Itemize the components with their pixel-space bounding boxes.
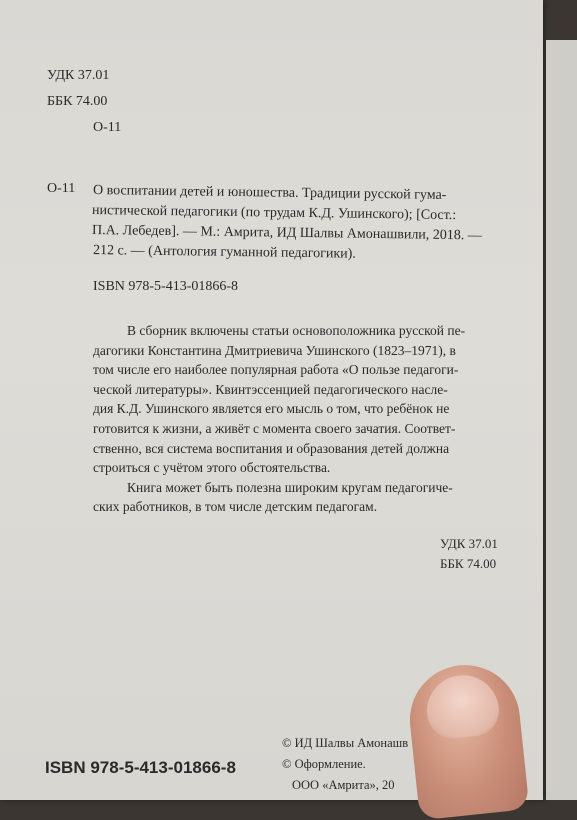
abstract-line: строиться с учётом этого обстоятельства.: [93, 460, 331, 476]
classification-udk: УДК 37.01: [440, 536, 498, 551]
classification-bbk: ББК 74.00: [440, 556, 497, 571]
footer-isbn: ISBN 978-5-413-01866-8: [45, 758, 236, 777]
abstract-line: ских работников, в том числе детским педагогам.: [93, 499, 378, 515]
thumbnail: [423, 672, 501, 741]
abstract: [93, 321, 465, 517]
abstract-line: В сборник включены статьи основоположника русской пе-: [127, 323, 466, 338]
copyright-line: © ИД Шалвы Амонашв: [282, 736, 409, 750]
bib-author-code: О-11: [47, 181, 76, 196]
abstract-line: ческой литературы». Квинтэссенцией педагогического насле-: [93, 381, 448, 397]
bib-description: [93, 181, 482, 261]
bib-line: нистической педагогики (по трудам К.Д. Ушинского); [Сост.:: [91, 203, 457, 224]
footer-copyrights: [282, 733, 408, 796]
copyright-line: © Оформление.: [282, 757, 366, 771]
header-bbk: ББК 74.00: [47, 94, 108, 109]
abstract-line: готовится к жизни, а живёт с момента своего зачатия. Соответ-: [93, 420, 456, 436]
abstract-line: том числе его наиболее популярная работа «О пользе педагоги-: [93, 362, 459, 378]
header-udk: УДК 37.01: [47, 68, 110, 83]
abstract-line: ственно, вся система воспитания и образования детей должна: [93, 440, 450, 456]
bib-line: П.А. Лебедев]. — М.: Амрита, ИД Шалвы Амонашвили, 2018. —: [91, 223, 482, 244]
abstract-line: дия К.Д. Ушинского является его мысль о том, что ребёнок не: [93, 401, 450, 417]
adjacent-page-edge: [546, 40, 577, 800]
copyright-line: ООО «Амрита», 20: [292, 778, 395, 792]
bib-line: 212 с. — (Антология гуманной педагогики).: [92, 243, 356, 262]
bib-isbn: ISBN 978-5-413-01866-8: [93, 279, 239, 294]
bib-line: О воспитании детей и юношества. Традиции русской гума-: [92, 183, 447, 203]
abstract-line: Книга может быть полезна широким кругам педагогиче-: [127, 479, 453, 495]
abstract-line: дагогики Константина Дмитриевича Ушинского (1823–1971), в: [93, 342, 456, 358]
header-author-code: О-11: [93, 120, 122, 135]
